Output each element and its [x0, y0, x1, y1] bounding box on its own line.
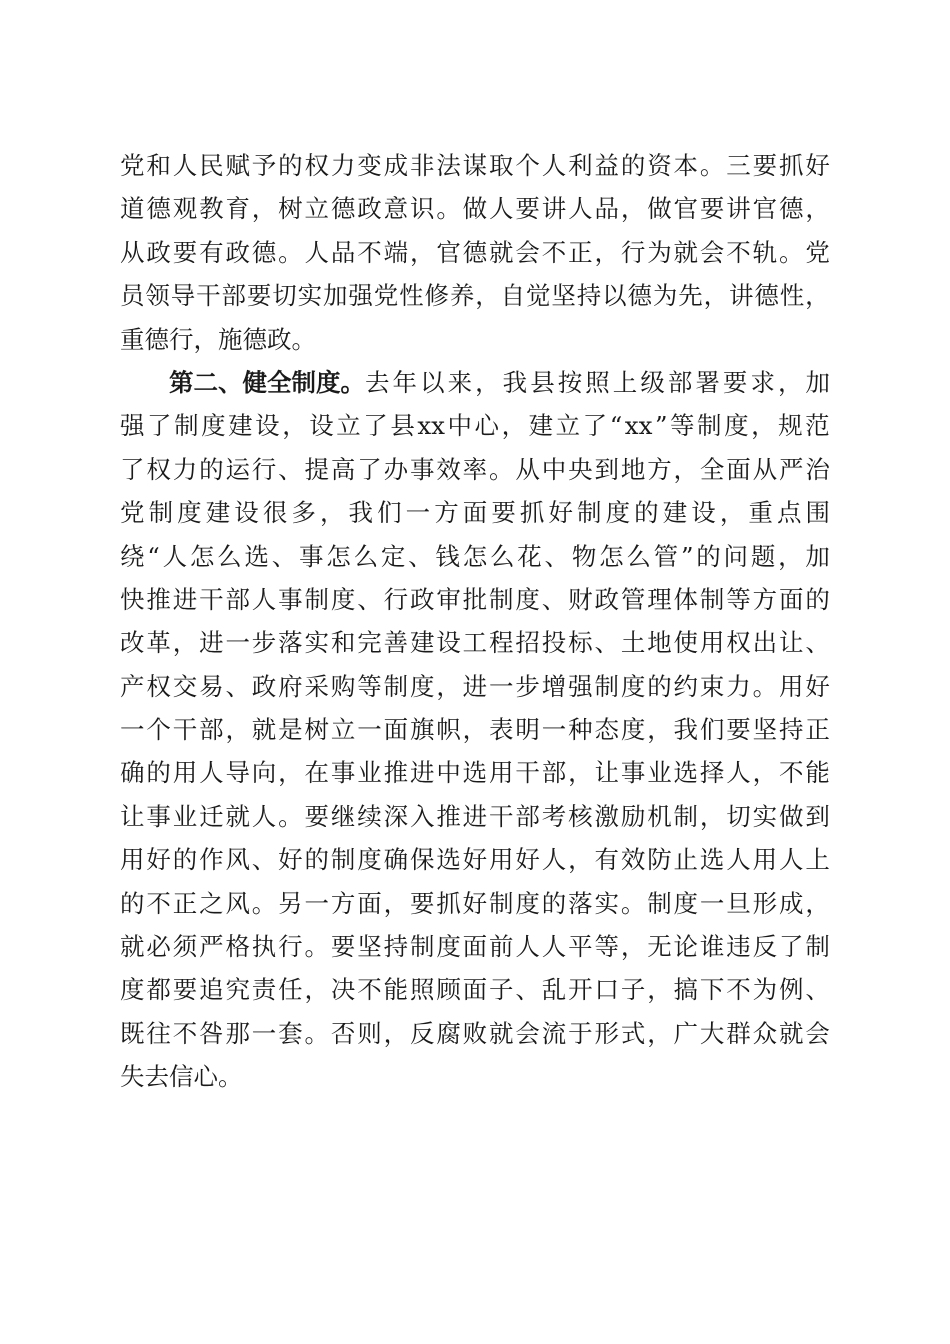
text-line: 失 去 信 心 。	[120, 1062, 243, 1092]
text-line: 一 个 干 部 ， 就 是 树 立 一 面 旗 帜 ， 表 明 一 种 态 度 ， 我 们 要 坚 持 正	[120, 715, 830, 745]
text-line: 度 都 要 追 究 责 任 ， 决 不 能 照 顾 面 子 、 乱 开 口 子 ， 搞 下 不 为 例 、	[120, 975, 830, 1005]
text-line: 改 革 ， 进 一 步 落 实 和 完 善 建 设 工 程 招 投 标 、 土 地 使 用 权 出 让 、	[120, 628, 830, 658]
text-line: 强 了 制 度 建 设 ， 设 立 了 县 xx 中 心 ， 建 立 了 “ xx ” 等 制 度 ， 规 范	[120, 411, 830, 441]
text-line: 就 必 须 严 格 执 行 。 要 坚 持 制 度 面 前 人 人 平 等 ， 无 论 谁 违 反 了 制	[120, 932, 830, 962]
text-line: 用 好 的 作 风 、 好 的 制 度 确 保 选 好 用 好 人 ， 有 效 防 止 选 人 用 人 上	[120, 845, 830, 875]
text-line: 从 政 要 有 政 德 。 人 品 不 端 ， 官 德 就 会 不 正 ， 行 为 就 会 不 轨 。 党	[120, 237, 830, 267]
section-heading: 第二、健全制度。	[169, 367, 365, 397]
text-line: 重 德 行 ， 施 德 政 。	[120, 324, 316, 354]
text-line: 了 权 力 的 运 行 、 提 高 了 办 事 效 率 。 从 中 央 到 地 方 ， 全 面 从 严 治	[120, 454, 830, 484]
text-line: 党 制 度 建 设 很 多 ， 我 们 一 方 面 要 抓 好 制 度 的 建 设 ， 重 点 围	[120, 498, 830, 528]
text-line: 绕 “ 人 怎 么 选 、 事 怎 么 定 、 钱 怎 么 花 、 物 怎 么 管 ” 的 问 题 ， 加	[120, 541, 830, 571]
text-line: 道 德 观 教 育 ， 树 立 德 政 意 识 。 做 人 要 讲 人 品 ， 做 官 要 讲 官 德 ，	[120, 194, 830, 224]
text-line: 产 权 交 易 、 政 府 采 购 等 制 度 ， 进 一 步 增 强 制 度 的 约 束 力 。 用 好	[120, 671, 830, 701]
text-line: 确 的 用 人 导 向 ， 在 事 业 推 进 中 选 用 干 部 ， 让 事 业 选 择 人 ， 不 能	[120, 758, 830, 788]
text-run: 去 年 以 来 ， 我 县 按 照 上 级 部 署 要 求 ， 加	[365, 367, 830, 397]
text-line: 快 推 进 干 部 人 事 制 度 、 行 政 审 批 制 度 、 财 政 管 理 体 制 等 方 面 的	[120, 584, 830, 614]
text-line: 既 往 不 咎 那 一 套 。 否 则 ， 反 腐 败 就 会 流 于 形 式 ， 广 大 群 众 就 会	[120, 1018, 830, 1048]
document-body	[120, 144, 830, 1099]
text-line: 员 领 导 干 部 要 切 实 加 强 党 性 修 养 ， 自 觉 坚 持 以 德 为 先 ， 讲 德 性 ，	[120, 281, 830, 311]
text-line: 党 和 人 民 赋 予 的 权 力 变 成 非 法 谋 取 个 人 利 益 的 资 本 。 三 要 抓 好	[120, 151, 830, 180]
text-line: 的 不 正 之 风 。 另 一 方 面 ， 要 抓 好 制 度 的 落 实 。 制 度 一 旦 形 成 ，	[120, 888, 830, 918]
text-line: 让 事 业 迁 就 人 。 要 继 续 深 入 推 进 干 部 考 核 激 励 机 制 ， 切 实 做 到	[120, 801, 830, 831]
paragraph-first-line	[120, 361, 830, 404]
